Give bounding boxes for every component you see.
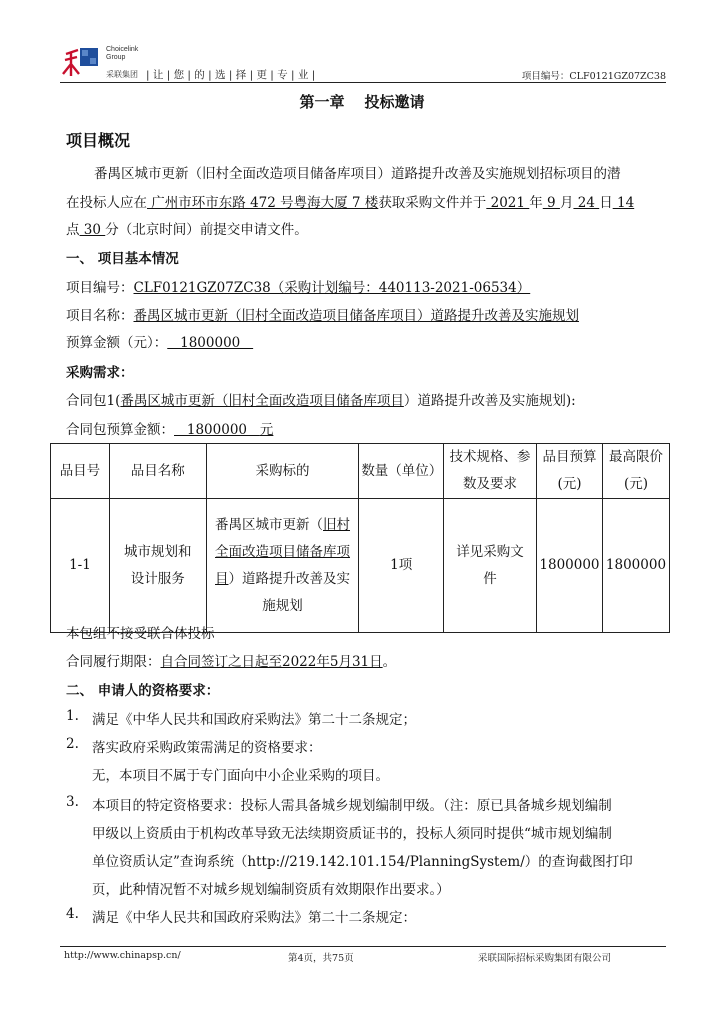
list-item: 落实政府采购政策需满足的资格要求： [92,740,322,756]
table-header-cell: 技术规格、参数及要求 [444,444,537,499]
item-quantity-cell: 1项 [359,499,444,633]
project-name-line: 项目名称：番禺区城市更新（旧村全面改造项目储备库项目）道路提升改善及实施规划 [66,308,579,324]
chapter-title: 第一章 投标邀请 [299,93,425,111]
list-item: 满足《中华人民共和国政府采购法》第二十二条规定： [92,910,416,926]
overview-line-3: 点 30 分（北京时间）前提交申请文件。 [66,222,308,238]
list-item: 满足《中华人民共和国政府采购法》第二十二条规定； [92,712,416,728]
list-item: 无，本项目不属于专门面向中小企业采购的项目。 [92,768,389,784]
footer-divider [60,946,666,947]
item-name-cell: 城市规划和设计服务 [109,499,206,633]
item-number-cell: 1-1 [51,499,110,633]
item-spec-cell: 详见采购文件 [444,499,537,633]
table-row [51,499,670,633]
table-header-cell: 品目预算(元) [536,444,602,499]
list-item: 本项目的特定资格要求：投标人需具备城乡规划编制甲级。（注：原已具备城乡规划编制 [92,798,612,814]
overview-line-2: 在投标人应在 广州市环市东路 472 号粤海大厦 7 楼获取采购文件并于 2021 年 9 月 24 日 14 [66,195,635,211]
table-header-cell: 数量（单位） [359,444,444,499]
choicelink-logo-icon [60,44,104,80]
budget-line: 预算金额（元）： 1800000 [66,335,254,351]
footer-url: http://www.chinapsp.cn/ [64,950,181,961]
list-item: 甲级以上资质由于机构改革导致无法续期资质证书的，投标人须同时提供“城市规划编制 [92,826,612,842]
item-target-cell: 番禺区城市更新（旧村全面改造项目储备库项目）道路提升改善及实施规划 [206,499,359,633]
package-budget-line: 合同包预算金额： 1800000 元 [66,422,274,438]
header-divider [60,82,666,83]
header-project-number: 项目编号：CLF0121GZ07ZC38 [521,71,666,82]
table-header-cell: 采购标的 [206,444,359,499]
procurement-items-table [50,443,670,633]
header-slogan: | 让 | 您 | 的 | 选 | 择 | 更 | 专 | 业 | [146,69,316,81]
section-1-heading: 一、 项目基本情况 [66,251,179,267]
footer-company: 采联国际招标采购集团有限公司 [478,953,612,964]
table-header-cell: 品目名称 [109,444,206,499]
list-item-number: 2. [66,736,79,752]
item-max-price-cell: 1800000 [602,499,669,633]
list-item: 单位资质认定”查询系统（http://219.142.101.154/PlanningSystem/）的查询截图打印 [92,854,633,870]
project-number-line: 项目编号：CLF0121GZ07ZC38（采购计划编号：440113-2021-06534） [66,280,531,296]
item-budget-cell: 1800000 [536,499,602,633]
section-2-heading: 二、 申请人的资格要求： [66,683,220,699]
table-header-row [51,444,670,499]
list-item-number: 3. [66,794,79,810]
footer-page-number: 第4页，共75页 [288,953,354,964]
package-line: 合同包1(番禺区城市更新（旧村全面改造项目储备库项目）道路提升改善及实施规划): [66,393,576,409]
no-consortium-note: 本包组不接受联合体投标 [66,626,215,642]
contract-period-line: 合同履行期限：自合同签订之日起至2022年5月31日。 [66,654,397,670]
procurement-heading: 采购需求： [66,365,134,381]
brand-chinese: 采联集团 [106,70,138,79]
list-item-number: 1. [66,708,79,724]
list-item-number: 4. [66,906,79,922]
overview-line-1: 番禺区城市更新（旧村全面改造项目储备库项目）道路提升改善及实施规划招标项目的潜 [94,166,621,182]
list-item: 页，此种情况暂不对城乡规划编制资质有效期限作出要求。） [92,882,450,898]
overview-heading: 项目概况 [66,131,131,150]
brand-english: Choicelink Group [106,46,139,61]
table-header-cell: 品目号 [51,444,110,499]
page-header [60,42,666,82]
table-header-cell: 最高限价(元) [602,444,669,499]
